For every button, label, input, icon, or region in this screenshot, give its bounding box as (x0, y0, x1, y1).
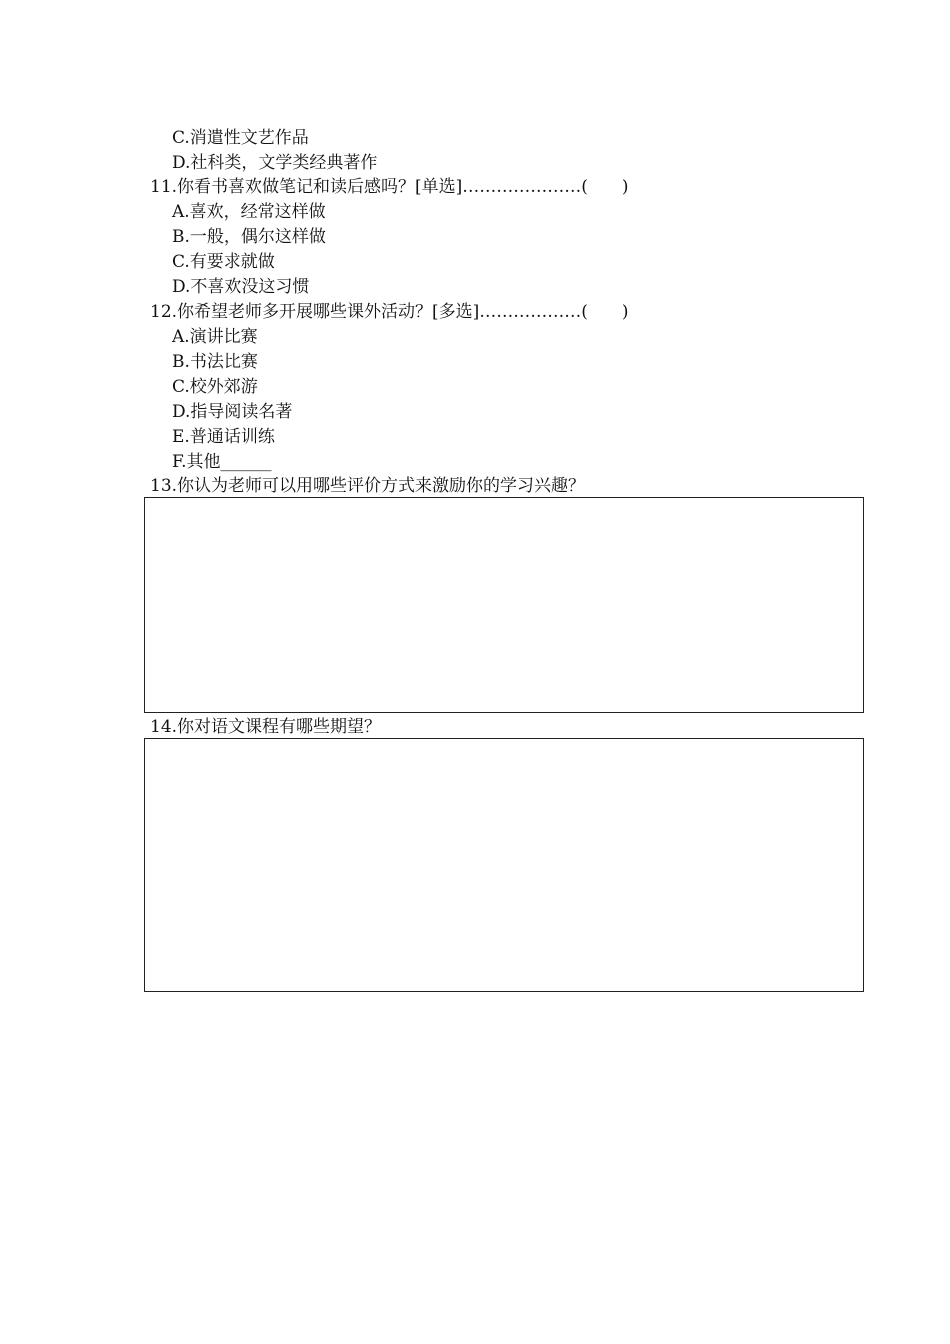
q11-option-d: D.不喜欢没这习惯 (172, 277, 310, 297)
q13-answer-box[interactable] (144, 497, 864, 713)
q10-option-c: C.消遣性文艺作品 (172, 128, 309, 148)
q12-option-d: D.指导阅读名著 (172, 402, 293, 422)
q12-option-a: A.演讲比赛 (172, 327, 258, 347)
q14-answer-box[interactable] (144, 738, 864, 992)
q11-option-a: A.喜欢，经常这样做 (172, 202, 326, 222)
q11-option-b: B.一般，偶尔这样做 (172, 227, 326, 247)
q13-prompt: 13.你认为老师可以用哪些评价方式来激励你的学习兴趣？ (150, 476, 586, 496)
q12-prompt: 12.你希望老师多开展哪些课外活动？[多选]………………( ) (150, 302, 629, 322)
q12-option-f: F.其他______ (172, 452, 272, 472)
q11-option-c: C.有要求就做 (172, 252, 275, 272)
q12-option-e: E.普通话训练 (172, 427, 275, 447)
q12-option-c: C.校外郊游 (172, 377, 258, 397)
q10-option-d: D.社科类，文学类经典著作 (172, 153, 378, 173)
q12-option-b: B.书法比赛 (172, 352, 258, 372)
q14-prompt: 14.你对语文课程有哪些期望？ (150, 717, 382, 737)
q11-prompt: 11.你看书喜欢做笔记和读后感吗？[单选]…………………( ) (150, 177, 629, 197)
